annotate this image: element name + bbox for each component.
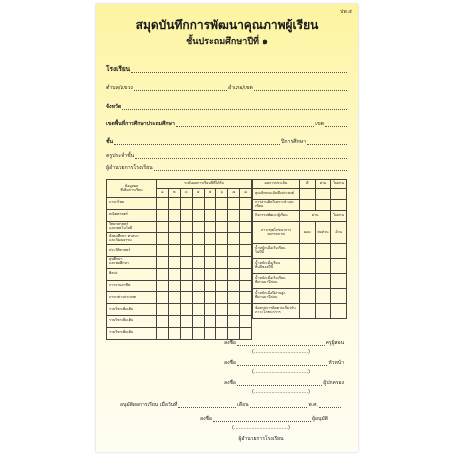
grade-cell: [228, 280, 240, 292]
grade-cell: [240, 198, 252, 210]
grade-cell: [240, 315, 252, 327]
grade-cell: [228, 292, 240, 304]
health-row: [253, 304, 347, 319]
subject-row: [107, 209, 252, 221]
health-header: ภาวะทุพโภชนาการ สมรรถภาพ: [253, 222, 300, 244]
grade-cell: [168, 292, 180, 304]
assessment-label: คุณลักษณะอันพึงประสงค์: [253, 189, 300, 200]
grade-line: [106, 136, 348, 146]
health-cell: [300, 304, 316, 319]
assessment-table: [252, 179, 347, 319]
director-label: ผู้อำนวยการโรงเรียน: [106, 165, 153, 171]
subject-label: ประวัติศาสตร์: [107, 245, 157, 257]
grade-col-header: ๗: [228, 189, 240, 198]
grade-cell: [228, 304, 240, 316]
grade-cell: [204, 268, 216, 280]
zone-blank: [325, 126, 347, 127]
grade-cell: [180, 327, 192, 339]
approver-role: ผู้อนุมัติ: [312, 416, 328, 422]
activity-pass: ผ่าน: [300, 211, 331, 222]
edu-area-line: [106, 118, 348, 128]
subject-row: [107, 268, 252, 280]
school-label: โรงเรียน: [106, 65, 131, 73]
approve-month: เดือน: [237, 402, 249, 408]
province-line: [106, 101, 348, 111]
health-label: ข้อสรุปการติดตามเกี่ยวกับ ภาวะโภชนาการ: [253, 304, 300, 319]
teacher-sign-prefix: ลงชื่อ: [224, 340, 236, 346]
director-blank: [154, 170, 347, 171]
grade-cell: [204, 209, 216, 221]
approve-year-blank: [319, 407, 341, 408]
grade-cell: [216, 292, 228, 304]
grade-cell: [192, 292, 204, 304]
parent-sign-blank: [237, 385, 322, 386]
year-label: ปีการศึกษา: [281, 139, 306, 145]
grade-cell: [157, 327, 169, 339]
grade-cell: [192, 280, 204, 292]
subject-row: [107, 304, 252, 316]
grade-cell: [180, 245, 192, 257]
grade-cell: [168, 209, 180, 221]
grade-cell: [216, 280, 228, 292]
health-cell: [300, 289, 316, 304]
grade-cell: [216, 256, 228, 268]
grade-cell: [204, 315, 216, 327]
grade-cell: [240, 209, 252, 221]
assessment-cell: [300, 200, 316, 211]
head-name-paren: (..................................): [252, 369, 310, 375]
health-label: น้ำหนักเมื่อเริ่มเรียน ในปีนี้: [253, 244, 300, 259]
grade-col-header: ๕: [204, 189, 216, 198]
head-sign-prefix: ลงชื่อ: [224, 360, 236, 366]
health-cell: [315, 289, 331, 304]
grade-cell: [157, 292, 169, 304]
grade-cell: [240, 292, 252, 304]
subject-label: วิทยาศาสตร์ และเทคโนโลยี: [107, 221, 157, 233]
grade-cell: [180, 268, 192, 280]
grade-cell: [157, 315, 169, 327]
grade-cell: [192, 327, 204, 339]
province-blank: [122, 109, 347, 110]
assessment-row: [253, 211, 347, 222]
assessment-cell: [300, 189, 316, 200]
grade-col-header: ๔: [192, 189, 204, 198]
assessment-label: กิจกรรมพัฒนาผู้เรียน: [253, 211, 300, 222]
grade-cell: [204, 233, 216, 245]
subject-row: [107, 233, 252, 245]
edu-area-label: เขตพื้นที่การศึกษาประถมศึกษา: [106, 121, 175, 127]
subdistrict-blank: [134, 90, 227, 91]
health-cell: [315, 274, 331, 289]
grade-cell: [228, 198, 240, 210]
result-col-header: ผ่าน: [315, 180, 331, 189]
approve-year: พ.ศ.: [308, 402, 319, 408]
approver-sign-prefix: ลงชื่อ: [200, 416, 212, 422]
grade-cell: [192, 233, 204, 245]
head-sign-blank: [237, 365, 327, 366]
grade-cell: [168, 280, 180, 292]
grade-cell: [204, 256, 216, 268]
grade-cell: [216, 221, 228, 233]
assessment-cell: [331, 189, 347, 200]
grade-cell: [216, 209, 228, 221]
grade-cell: [216, 233, 228, 245]
province-label: จังหวัด: [106, 104, 122, 110]
grade-cell: [240, 268, 252, 280]
class-teacher-line: [106, 150, 348, 160]
teacher-signature: [224, 338, 344, 347]
grade-cell: [204, 327, 216, 339]
health-cell: [331, 304, 347, 319]
grade-cell: [216, 304, 228, 316]
teacher-sign-blank: [237, 345, 325, 346]
head-signature: [224, 358, 344, 367]
approve-date-blank: [178, 407, 236, 408]
grade-cell: [157, 209, 169, 221]
teacher-name-paren: (..................................): [252, 349, 310, 355]
grade-cell: [157, 233, 169, 245]
grade-cell: [216, 268, 228, 280]
grade-cell: [180, 256, 192, 268]
health-label: น้ำหนักเมื่อปีผ่านสูง ที่ผ่านมาปีก่อน: [253, 289, 300, 304]
parent-role: ผู้ปกครอง: [323, 380, 344, 386]
health-row: [253, 244, 347, 259]
grade-cell: [192, 256, 204, 268]
health-cell: [300, 244, 316, 259]
zone-label: เขต: [315, 121, 324, 127]
health-col-header: ผอม: [300, 222, 316, 244]
grade-cell: [204, 292, 216, 304]
head-role: หัวหน้า: [328, 360, 344, 366]
parent-name-paren: (..................................): [252, 389, 310, 395]
grade-cell: [204, 245, 216, 257]
grade-cell: [157, 245, 169, 257]
grade-label: ชั้น: [106, 139, 114, 145]
health-cell: [331, 274, 347, 289]
booklet-cover: [96, 4, 358, 452]
subject-label: ศิลปะ: [107, 268, 157, 280]
grade-col-header: ๒: [168, 189, 180, 198]
grade-cell: [157, 198, 169, 210]
grade-cell: [192, 198, 204, 210]
grade-cell: [240, 256, 252, 268]
health-cell: [315, 244, 331, 259]
page-subtitle: ชั้นประถมศึกษาปีที่ ๑: [186, 37, 268, 47]
result-header: ผลการประเมิน: [253, 180, 300, 189]
assessment-row: [253, 200, 347, 211]
approver-signature: [200, 414, 328, 423]
health-cell: [300, 259, 316, 274]
grade-cell: [168, 233, 180, 245]
subject-label: สุขศึกษา และพลศึกษา: [107, 256, 157, 268]
grade-cell: [168, 304, 180, 316]
health-cell: [331, 244, 347, 259]
grade-cell: [157, 221, 169, 233]
approve-text: อนุมัติผลการเรียน เมื่อวันที่: [120, 402, 178, 408]
health-label: น้ำหนักเมื่อเรียน สิ้นปีของปีนี้: [253, 259, 300, 274]
grade-cell: [180, 209, 192, 221]
subject-row: [107, 245, 252, 257]
grade-cell: [204, 221, 216, 233]
grade-cell: [240, 304, 252, 316]
grade-cell: [192, 304, 204, 316]
subject-label: คณิตศาสตร์: [107, 209, 157, 221]
grade-cell: [168, 221, 180, 233]
grade-cell: [168, 268, 180, 280]
grade-cell: [180, 233, 192, 245]
school-blank: [131, 72, 347, 73]
grade-cell: [157, 256, 169, 268]
subject-row: [107, 256, 252, 268]
subject-row: [107, 315, 252, 327]
grade-cell: [168, 198, 180, 210]
class-teacher-blank: [135, 158, 347, 159]
grade-cell: [228, 268, 240, 280]
grade-cell: [157, 268, 169, 280]
grade-cell: [157, 280, 169, 292]
grade-cell: [168, 327, 180, 339]
grades-table: [106, 179, 252, 340]
health-row: [253, 289, 347, 304]
subject-label: สังคมศึกษา ศาสนา และวัฒนธรรม: [107, 233, 157, 245]
result-col-header: ไม่ผ่าน: [331, 180, 347, 189]
health-cell: [331, 289, 347, 304]
grade-cell: [192, 209, 204, 221]
subject-label: รายวิชาเพิ่มเติม: [107, 304, 157, 316]
subject-row: [107, 221, 252, 233]
health-cell: [315, 304, 331, 319]
assessment-cell: [331, 200, 347, 211]
grade-col-header: ๑: [157, 189, 169, 198]
grade-cell: [228, 221, 240, 233]
parent-signature: [224, 378, 344, 387]
health-row: [253, 259, 347, 274]
assessment-label: การอ่านคิดวิเคราะห์ และเขียน: [253, 200, 300, 211]
health-col-header: สมส่วน: [315, 222, 331, 244]
page-title: สมุดบันทึกการพัฒนาคุณภาพผู้เรียน: [135, 18, 319, 32]
grade-col-header: ๓: [180, 189, 192, 198]
class-teacher-label: ครูประจำชั้น: [106, 153, 135, 159]
director-line: [106, 162, 348, 172]
district-label: อำเภอ/เขต: [228, 85, 253, 91]
subject-row: [107, 280, 252, 292]
grade-cell: [180, 315, 192, 327]
grade-cell: [216, 315, 228, 327]
grade-cell: [240, 221, 252, 233]
location-line: [106, 82, 348, 92]
grade-cell: [240, 245, 252, 257]
director-role-label: ผู้อำนวยการโรงเรียน: [238, 436, 284, 442]
assessment-cell: [315, 200, 331, 211]
grade-cell: [180, 280, 192, 292]
health-cell: [315, 259, 331, 274]
grade-cell: [192, 245, 204, 257]
grade-cell: [168, 256, 180, 268]
school-line: [106, 64, 348, 74]
parent-sign-prefix: ลงชื่อ: [224, 380, 236, 386]
subdistrict-label: ตำบล/แขวง: [106, 85, 133, 91]
health-col-header: อ้วน: [331, 222, 347, 244]
subject-row: [107, 292, 252, 304]
subject-header: ข้อมูลผล ที่เพิ่มการเรียน: [107, 180, 157, 198]
grade-cell: [192, 315, 204, 327]
grade-cell: [192, 268, 204, 280]
health-cell: [300, 274, 316, 289]
subject-label: ภาษาต่างประเทศ: [107, 292, 157, 304]
health-row: [253, 274, 347, 289]
grade-cell: [228, 315, 240, 327]
subject-label: ภาษาไทย: [107, 198, 157, 210]
edu-area-blank: [176, 126, 314, 127]
grade-range-header: ระดับผลการเรียนปีที่ได้รับ: [157, 180, 252, 189]
grade-cell: [204, 304, 216, 316]
grade-cell: [228, 209, 240, 221]
subject-label: รายวิชาเพิ่มเติม: [107, 327, 157, 339]
grade-cell: [228, 256, 240, 268]
assessment-row: [253, 189, 347, 200]
district-blank: [254, 90, 347, 91]
grade-cell: [192, 221, 204, 233]
grade-col-header: ๘: [240, 189, 252, 198]
grade-cell: [157, 304, 169, 316]
grade-cell: [204, 198, 216, 210]
health-label: น้ำหนักเมื่อเริ่มเรียน ที่ผ่านมาปีก่อน: [253, 274, 300, 289]
grade-cell: [216, 245, 228, 257]
grade-cell: [204, 280, 216, 292]
grade-cell: [180, 292, 192, 304]
grade-cell: [180, 221, 192, 233]
result-col-header: ดี: [300, 180, 316, 189]
grade-cell: [228, 245, 240, 257]
subject-label: การงานอาชีพ: [107, 280, 157, 292]
assessment-cell: [315, 189, 331, 200]
grade-cell: [168, 245, 180, 257]
approver-sign-blank: [213, 421, 311, 422]
grade-blank: [114, 144, 280, 145]
health-cell: [331, 259, 347, 274]
form-code: ปพ.๕: [340, 9, 352, 15]
approver-name-paren: (..................................): [232, 425, 290, 431]
approve-month-blank: [250, 407, 308, 408]
grade-col-header: ๖: [216, 189, 228, 198]
year-blank: [307, 144, 347, 145]
grade-cell: [168, 315, 180, 327]
approval-line: [120, 400, 342, 409]
teacher-role: ครูผู้สอน: [325, 340, 344, 346]
activity-fail: ไม่ผ่าน: [331, 211, 347, 222]
subject-label: รายวิชาเพิ่มเติม: [107, 315, 157, 327]
subject-row: [107, 198, 252, 210]
grade-cell: [240, 233, 252, 245]
grade-cell: [180, 304, 192, 316]
grade-cell: [240, 280, 252, 292]
grade-cell: [228, 233, 240, 245]
grade-cell: [180, 198, 192, 210]
grade-cell: [216, 198, 228, 210]
